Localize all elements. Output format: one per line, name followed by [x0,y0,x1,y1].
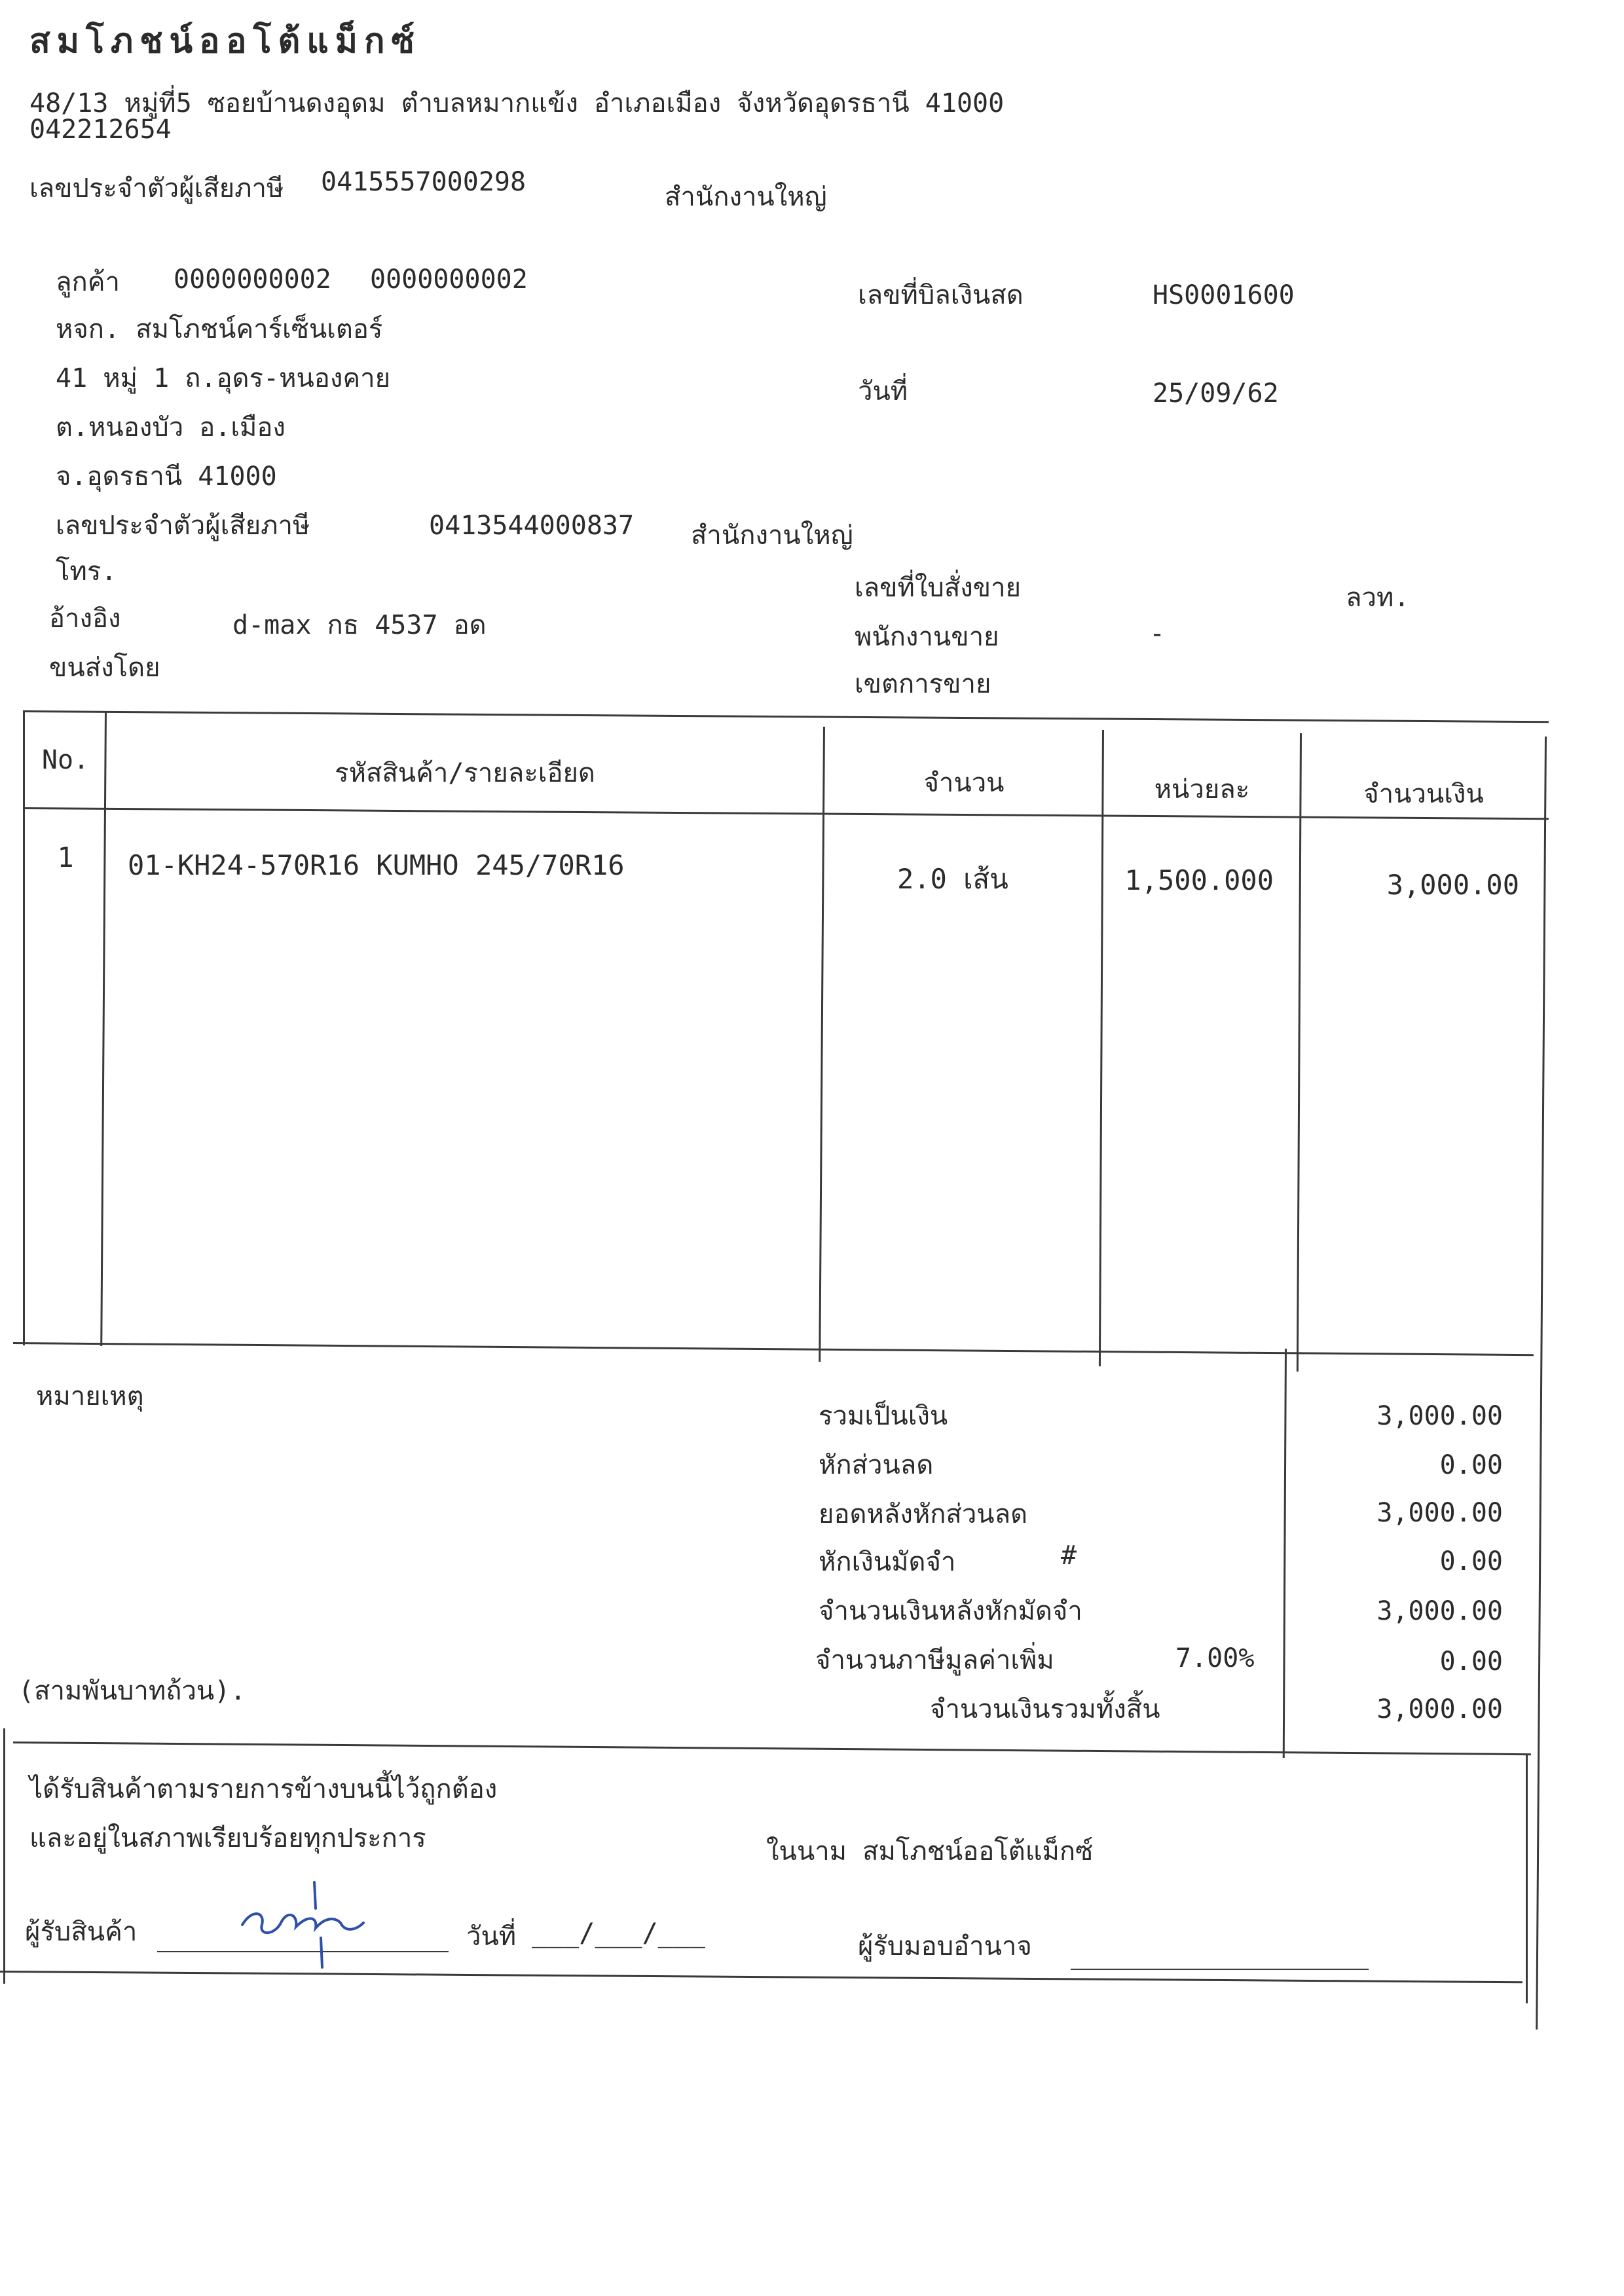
authorized-signature-line [1071,1967,1369,1970]
summary-vat-rate: 7.00% [1175,1643,1255,1673]
summary-value-vat: 0.00 [1439,1647,1503,1677]
bill-no: HS0001600 [1153,280,1295,310]
summary-value-deposit: 0.00 [1439,1546,1503,1576]
company-tax-id: 0415557000298 [321,167,526,197]
amount-in-words: (สามพันบาทถ้วน). [18,1676,246,1706]
sales-order-label: เลขที่ใบสั่งขาย [855,573,1022,603]
received-statement-1: ได้รับสินค้าตามรายการข้างบนนี้ไว้ถูกต้อง [29,1774,498,1804]
summary-label-after-discount: ยอดหลังหักส่วนลด [819,1499,1028,1529]
table-row-quantity: 2.0 เส้น [897,863,1008,895]
customer-code-1: 0000000002 [174,264,331,295]
summary-value-after-deposit: 3,000.00 [1376,1596,1503,1626]
summary-label-deposit: หักเงินมัดจำ [819,1547,956,1577]
customer-tax-label: เลขประจำตัวผู้เสียภาษี [56,511,310,541]
customer-phone-label: โทร. [56,556,117,587]
receiver-date-label: วันที่ [466,1922,517,1952]
col-header-quantity: จำนวน [923,768,1005,798]
bill-date-label: วันที่ [858,376,908,407]
customer-address-1: 41 หมู่ 1 ถ.อุดร-หนองคาย [56,363,391,393]
summary-value-subtotal: 3,000.00 [1376,1401,1503,1431]
customer-address-2: ต.หนองบัว อ.เมือง [56,412,286,443]
summary-label-after-deposit: จำนวนเงินหลังหักมัดจำ [819,1596,1082,1626]
remark-label: หมายเหตุ [36,1381,144,1412]
summary-label-discount: หักส่วนลด [819,1450,934,1480]
table-row-unit-price: 1,500.000 [1124,864,1274,896]
customer-branch: สำนักงานใหญ่ [691,520,853,551]
company-phone: 042212654 [29,115,172,145]
customer-label: ลูกค้า [56,267,120,297]
table-row-description: 01-KH24-570R16 KUMHO 245/70R16 [128,849,625,881]
summary-label-vat: จำนวนภาษีมูลค่าเพิ่ม [815,1645,1054,1675]
table-row-no: 1 [57,841,74,873]
summary-label-grand-total: จำนวนเงินรวมทั้งสิ้น [930,1694,1160,1724]
salesperson-value: - [1149,619,1166,649]
col-header-no: No. [41,745,90,775]
company-branch: สำนักงานใหญ่ [665,182,827,212]
customer-code-2: 0000000002 [370,264,528,295]
table-row-amount: 3,000.00 [1386,869,1519,901]
sales-order-value: ลวท. [1346,583,1410,613]
salesperson-label: พนักงานขาย [855,622,999,652]
company-tax-label: เลขประจำตัวผู้เสียภาษี [29,173,284,204]
reference-value: d-max กธ 4537 อด [232,610,487,640]
summary-value-grand-total: 3,000.00 [1376,1694,1503,1724]
sales-area-label: เขตการขาย [855,669,991,699]
shipping-label: ขนส่งโดย [49,653,160,683]
customer-name: หจก. สมโภชน์คาร์เซ็นเตอร์ [56,314,383,344]
receiver-label: ผู้รับสินค้า [25,1917,138,1947]
company-name: สมโภชน์ออโต้แม็กซ์ [29,22,421,61]
customer-address-3: จ.อุดรธานี 41000 [56,462,277,492]
on-behalf-of: ในนาม สมโภชน์ออโต้แม็กซ์ [766,1836,1094,1867]
bill-no-label: เลขที่บิลเงินสด [858,280,1024,310]
receiver-signature [236,1876,393,1974]
col-header-description: รหัสสินค้า/รายละเอียด [335,758,595,788]
reference-label: อ้างอิง [49,604,121,634]
summary-label-subtotal: รวมเป็นเงิน [819,1401,948,1431]
summary-deposit-mark: # [1061,1540,1077,1571]
summary-value-after-discount: 3,000.00 [1376,1498,1503,1528]
customer-tax-id: 0413544000837 [429,511,635,541]
bill-date: 25/09/62 [1153,378,1279,409]
summary-value-discount: 0.00 [1439,1450,1503,1480]
received-statement-2: และอยู่ในสภาพเรียบร้อยทุกประการ [29,1823,426,1853]
col-header-amount: จำนวนเงิน [1363,779,1484,809]
receiver-date-blank: ___/___/___ [532,1918,705,1948]
col-header-unit-price: หน่วยละ [1154,774,1250,805]
company-address: 48/13 หมู่ที่5 ซอยบ้านดงอุดม ตำบลหมากแข้ง อำเภอเมือง จังหวัดอุดรธานี 41000 [29,88,1005,118]
authorized-label: ผู้รับมอบอำนาจ [858,1931,1032,1961]
